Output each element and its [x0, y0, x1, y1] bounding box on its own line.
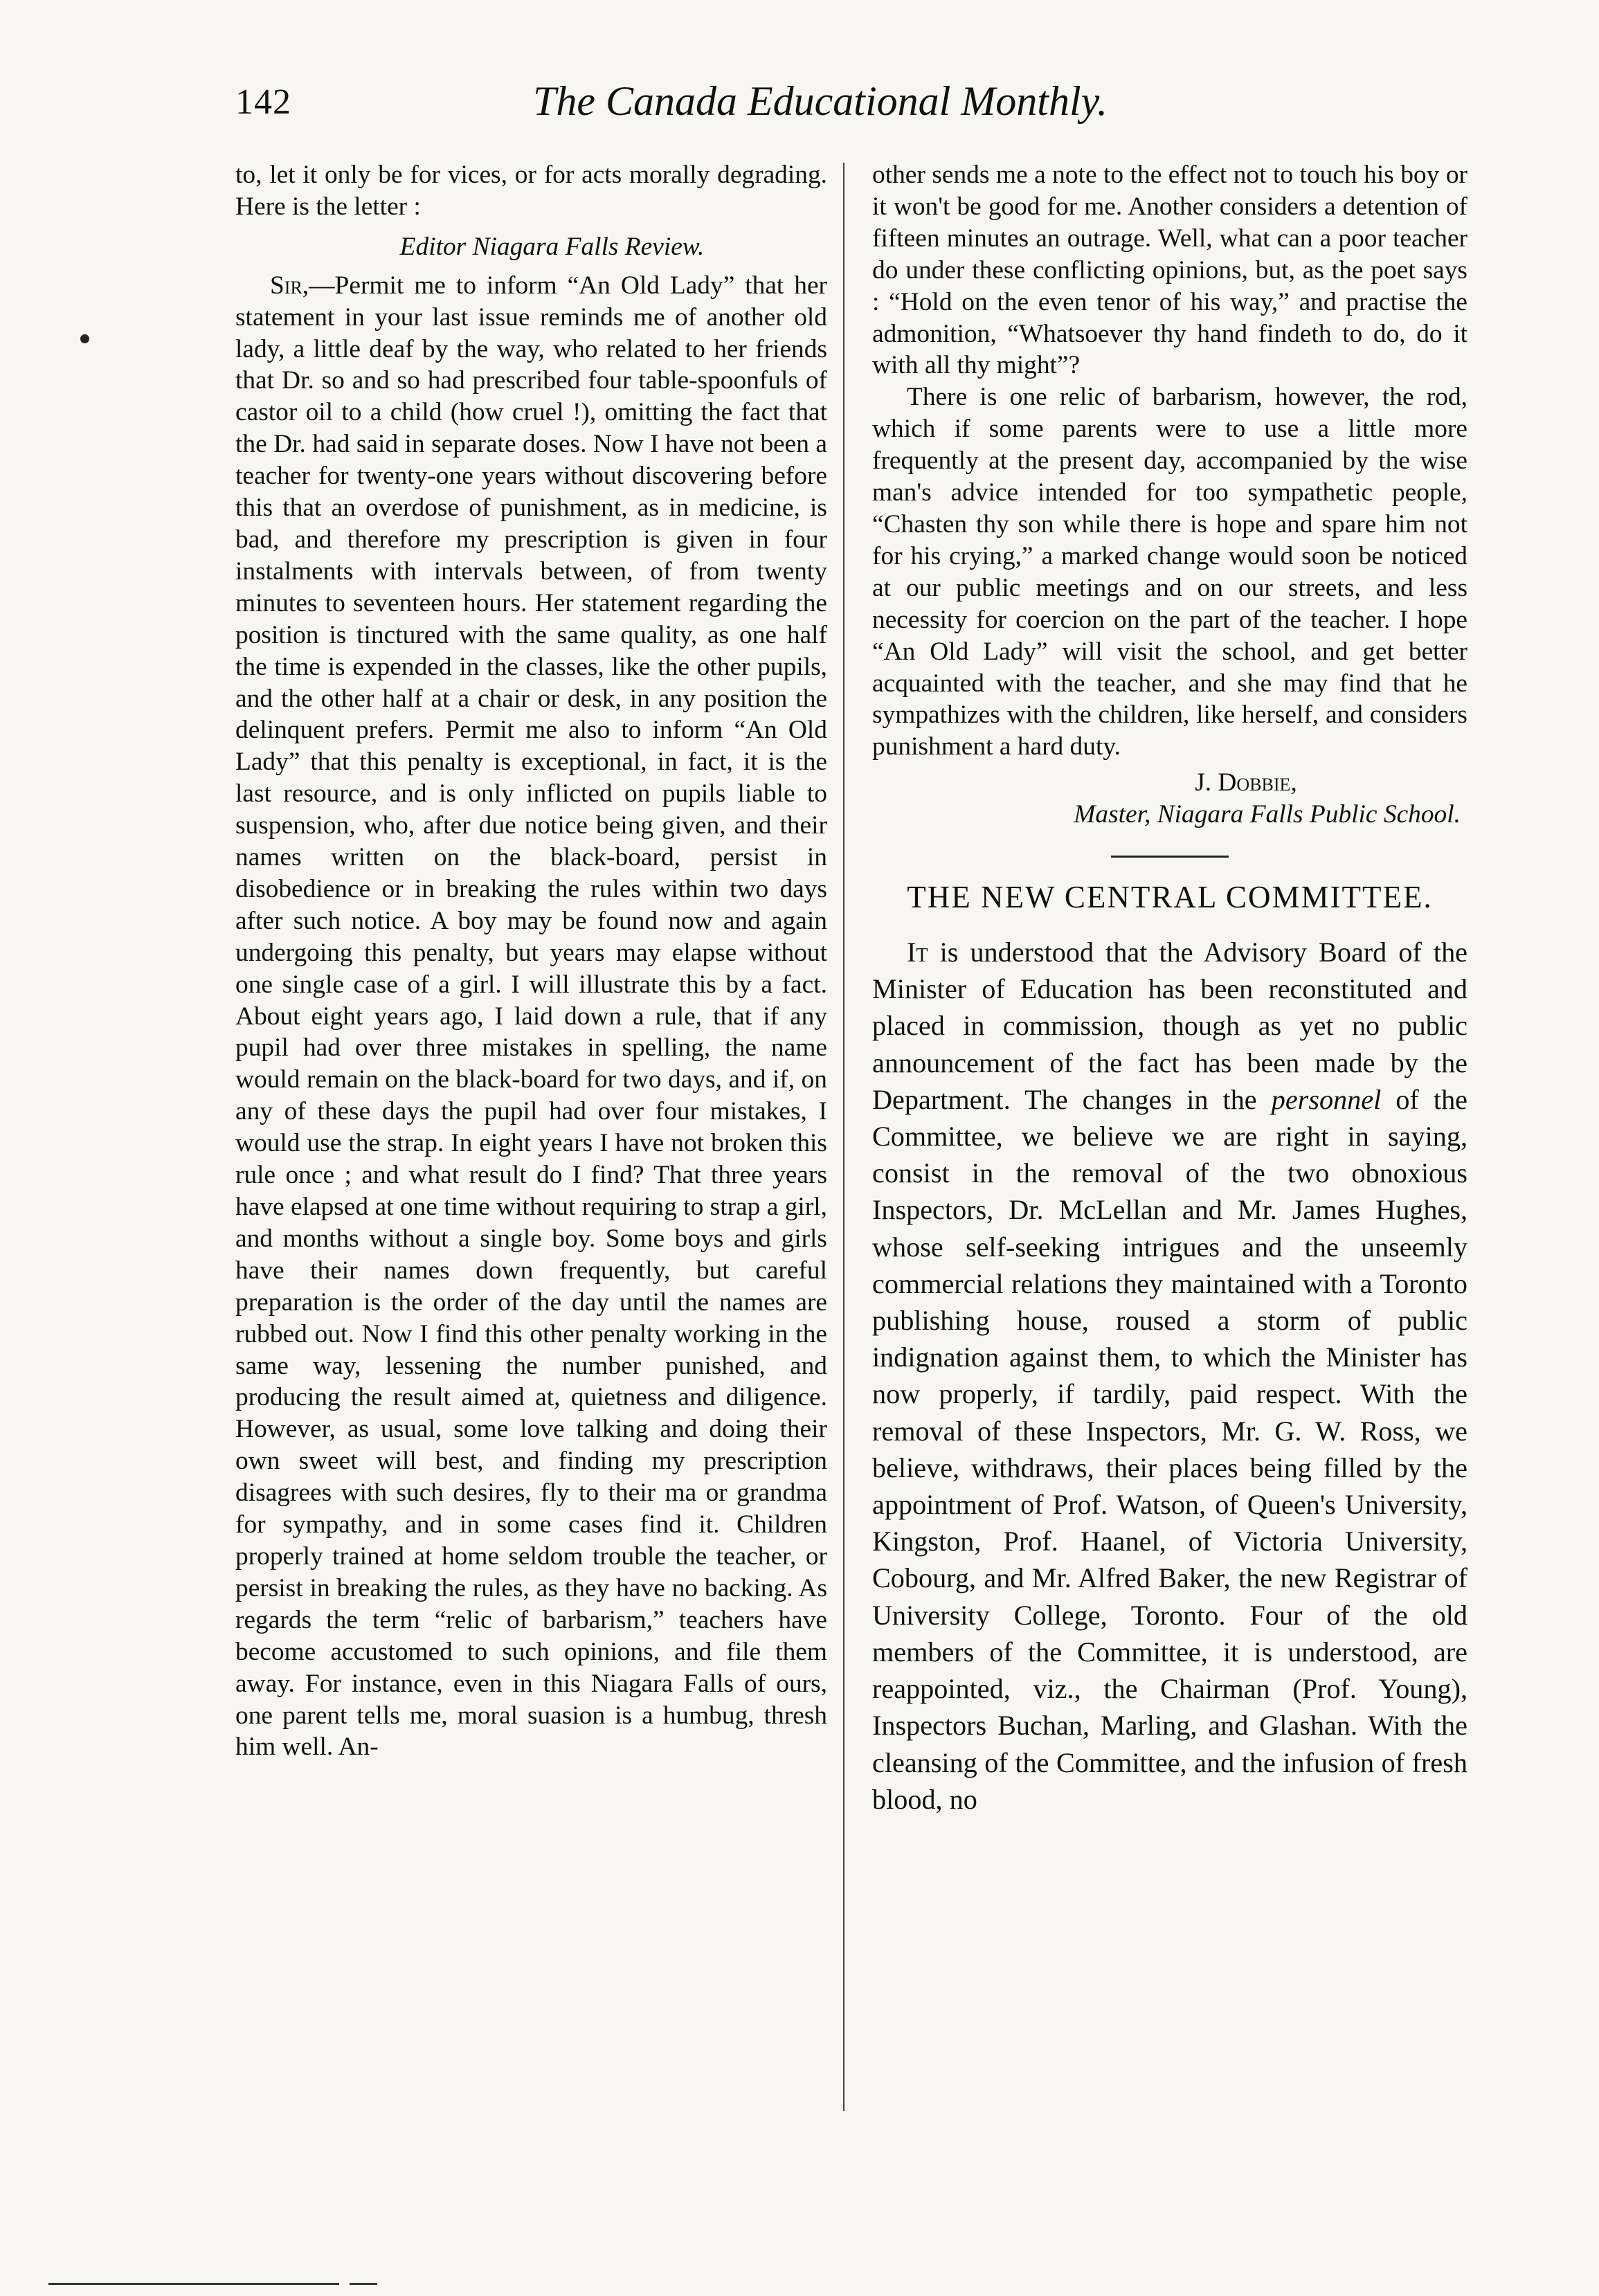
signature-name: J. Dobbie,: [1195, 768, 1297, 797]
section-heading: THE NEW CENTRAL COMMITTEE.: [907, 880, 1433, 915]
letter-body-paragraph: [235, 270, 827, 1764]
column-divider: [843, 163, 844, 2111]
letter-closing-paragraph: There is one relic of barbarism, however, the rod, which if some parents were to use a little more frequently at the present day, accompanied by the wise man's advice intended for too sympathetic people, “Chasten thy son while there is hope and spare him not for his crying,” a marked change would soon be noticed at our public meetings and on our streets, and less necessity for coercion on the part of the teacher. I hope “An Old Lady” will visit the school, and get better acquainted with the teacher, and she may find that he sympathizes with the children, like herself, and considers punishment a hard duty.: [872, 383, 1467, 761]
section-text-b: of the Committee, we believe we are right in saying, consist in the removal of the two obnoxious Inspectors, Dr. McLellan and Mr. James Hughes, whose self-seeking intrigues and the unseemly commercial relations they maintained with a Toronto publishing house, roused a storm of public indignation against them, to which the Minister has now properly, if tardily, paid respect. With the removal of these Inspectors, Mr. G. W. Ross, we believe, withdraws, their places being filled by the appointment of Prof. Watson, of Queen's University, Kingston, Prof. Haanel, of Victoria University, Cobourg, and Mr. Alfred Baker, the new Registrar of University College, Toronto. Four of the old members of the Committee, it is understood, are reappointed, viz., the Chairman (Prof. Young), Inspectors Buchan, Marling, and Glashan. With the cleansing of the Committee, and the infusion of fresh blood, no: [872, 1083, 1468, 1815]
letter-continuation-paragraph: other sends me a note to the effect not to touch his boy or it won't be good for me. Another considers a detention of fifteen minutes an outrage. Well, what can a poor teacher do under these conflicting opinions, but, as the poet says : “Hold on the even tenor of his way,” and practise the admonition, “Whatsoever thy hand findeth to do, do it with all thy might”?: [872, 161, 1467, 380]
right-column: [872, 159, 1467, 1818]
margin-mark: [80, 334, 89, 343]
footer-rule-short: [350, 2283, 377, 2285]
letter-addressee: Editor Niagara Falls Review.: [399, 232, 705, 261]
letter-intro-paragraph: to, let it only be for vices, or for acts morally degrading. Here is the letter :: [235, 161, 827, 221]
signature-title: Master, Niagara Falls Public School.: [1074, 800, 1461, 829]
section-text-a: is understood that the Advisory Board of the Minister of Education has been reconstituted and placed in commission, though as yet no public announcement of the fact has been made by the Department. The changes in the: [872, 937, 1467, 1115]
page-header: [235, 78, 1467, 133]
section-lead-word: It: [907, 937, 928, 968]
page-number: 142: [235, 82, 291, 122]
section-paragraph: [872, 934, 1467, 1818]
running-title: The Canada Educational Monthly.: [533, 78, 1108, 124]
footer-rule: [48, 2283, 339, 2285]
section-rule: [1111, 856, 1229, 858]
letter-body-text: —Permit me to inform “An Old Lady” that her statement in your last issue reminds me of another old lady, a little deaf by the way, who related to her friends that Dr. so and so had prescribed four table-spoonfuls of castor oil to a child (how cruel !), omitting the fact that the Dr. had said in separate doses. Now I have not been a teacher for twenty-one years without discovering before this that an overdose of punishment, as in medicine, is bad, and therefore my prescription is given in four instalments with intervals between, of from twenty minutes to seventeen hours. Her statement regarding the position is tinctured with the same quality, as one half the time is expended in the classes, like the other pupils, and the other half at a chair or desk, in any position the delinquent prefers. Permit me also to inform “An Old Lady” that this penalty is exceptional, in fact, it is the last resource, and is only inflicted on pupils liable to suspension, who, after due notice being given, and their names written on the black-board, persist in disobedience or in breaking the rules within two days after such notice. A boy may be found now and again undergoing this penalty, but years may elapse without one single case of a girl. I will illustrate this by a fact. About eight years ago, I laid down a rule, that if any pupil had over three mistakes in spelling, the name would remain on the black-board for two days, and if, on any of these days the pupil had over four mistakes, I would use the strap. In eight years I have not broken this rule once ; and what result do I find? That three years have elapsed at one time without requiring to strap a girl, and months without a single boy. Some boys and girls have their names down frequently, but careful preparation is the order of the day until the names are rubbed out. Now I find this other penalty working in the same way, lessening the number punished, and producing the result aimed at, quietness and diligence. However, as usual, some love talking and doing their own sweet will best, and finding my prescription disagrees with such desires, fly to their ma or grandma for sympathy, and in some cases find it. Children properly trained at home seldom trouble the teacher, or persist in breaking the rules, as they have no backing. As regards the term “relic of barbarism,” teachers have become accustomed to such opinions, and file them away. For instance, even in this Niagara Falls of ours, one parent tells me, moral suasion is a humbug, thresh him well. An-: [235, 271, 827, 1762]
left-column: [235, 159, 827, 1763]
letter-salutation: Sir,: [270, 271, 309, 300]
section-text-italic: personnel: [1271, 1083, 1382, 1115]
